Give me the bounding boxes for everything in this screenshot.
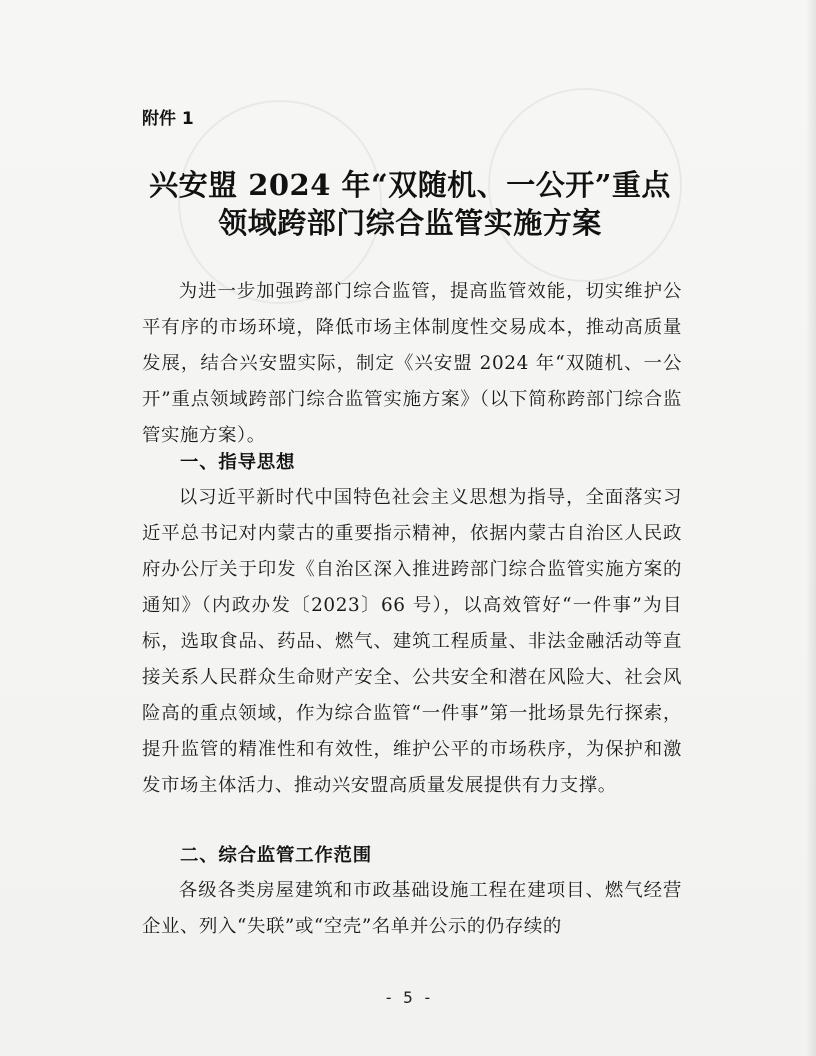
attachment-label: 附件 1 <box>142 109 194 129</box>
scope-paragraph: 各级各类房屋建筑和市政基础设施工程在建项目、燃气经营企业、列入“失联”或“空壳”名单并公示的仍存续的 <box>142 880 682 937</box>
document-title-line-1: 兴安盟 2024 年“双随机、一公开”重点 <box>149 168 671 202</box>
section-heading-guiding-ideology: 一、指导思想 <box>180 452 296 473</box>
section-heading-scope: 二、综合监管工作范围 <box>180 845 372 866</box>
document-title-line-2: 领域跨部门综合监管实施方案 <box>218 206 602 240</box>
guiding-ideology-paragraph: 以习近平新时代中国特色社会主义思想为指导，全面落实习近平总书记对内蒙古的重要指示精神，依据内蒙古自治区人民政府办公厅关于印发《自治区深入推进跨部门综合监管实施方案的通知》（内政办发〔2023〕66 号），以高效管好“一件事”为目标，选取食品、药品、燃气、建筑工程质量、非法金融活动等直接关系人民群众生命财产安全、公共安全和潜在风险大、社会风险高的重点领域，作为综合监管“一件事”第一批场景先行探索，提升监管的精准性和有效性，维护公平的市场秩序，为保护和激发市场主体活力、推动兴安盟高质量发展提供有力支撑。 <box>142 487 682 796</box>
scan-edge-shadow <box>806 0 816 1056</box>
intro-paragraph: 为进一步加强跨部门综合监管，提高监管效能，切实维护公平有序的市场环境，降低市场主体制度性交易成本，推动高质量发展，结合兴安盟实际，制定《兴安盟 2024 年“双随机、一公开”重点领域跨部门综合监管实施方案》（以下简称跨部门综合监管实施方案）。 <box>142 281 682 446</box>
page-number: - 5 - <box>383 988 433 1007</box>
